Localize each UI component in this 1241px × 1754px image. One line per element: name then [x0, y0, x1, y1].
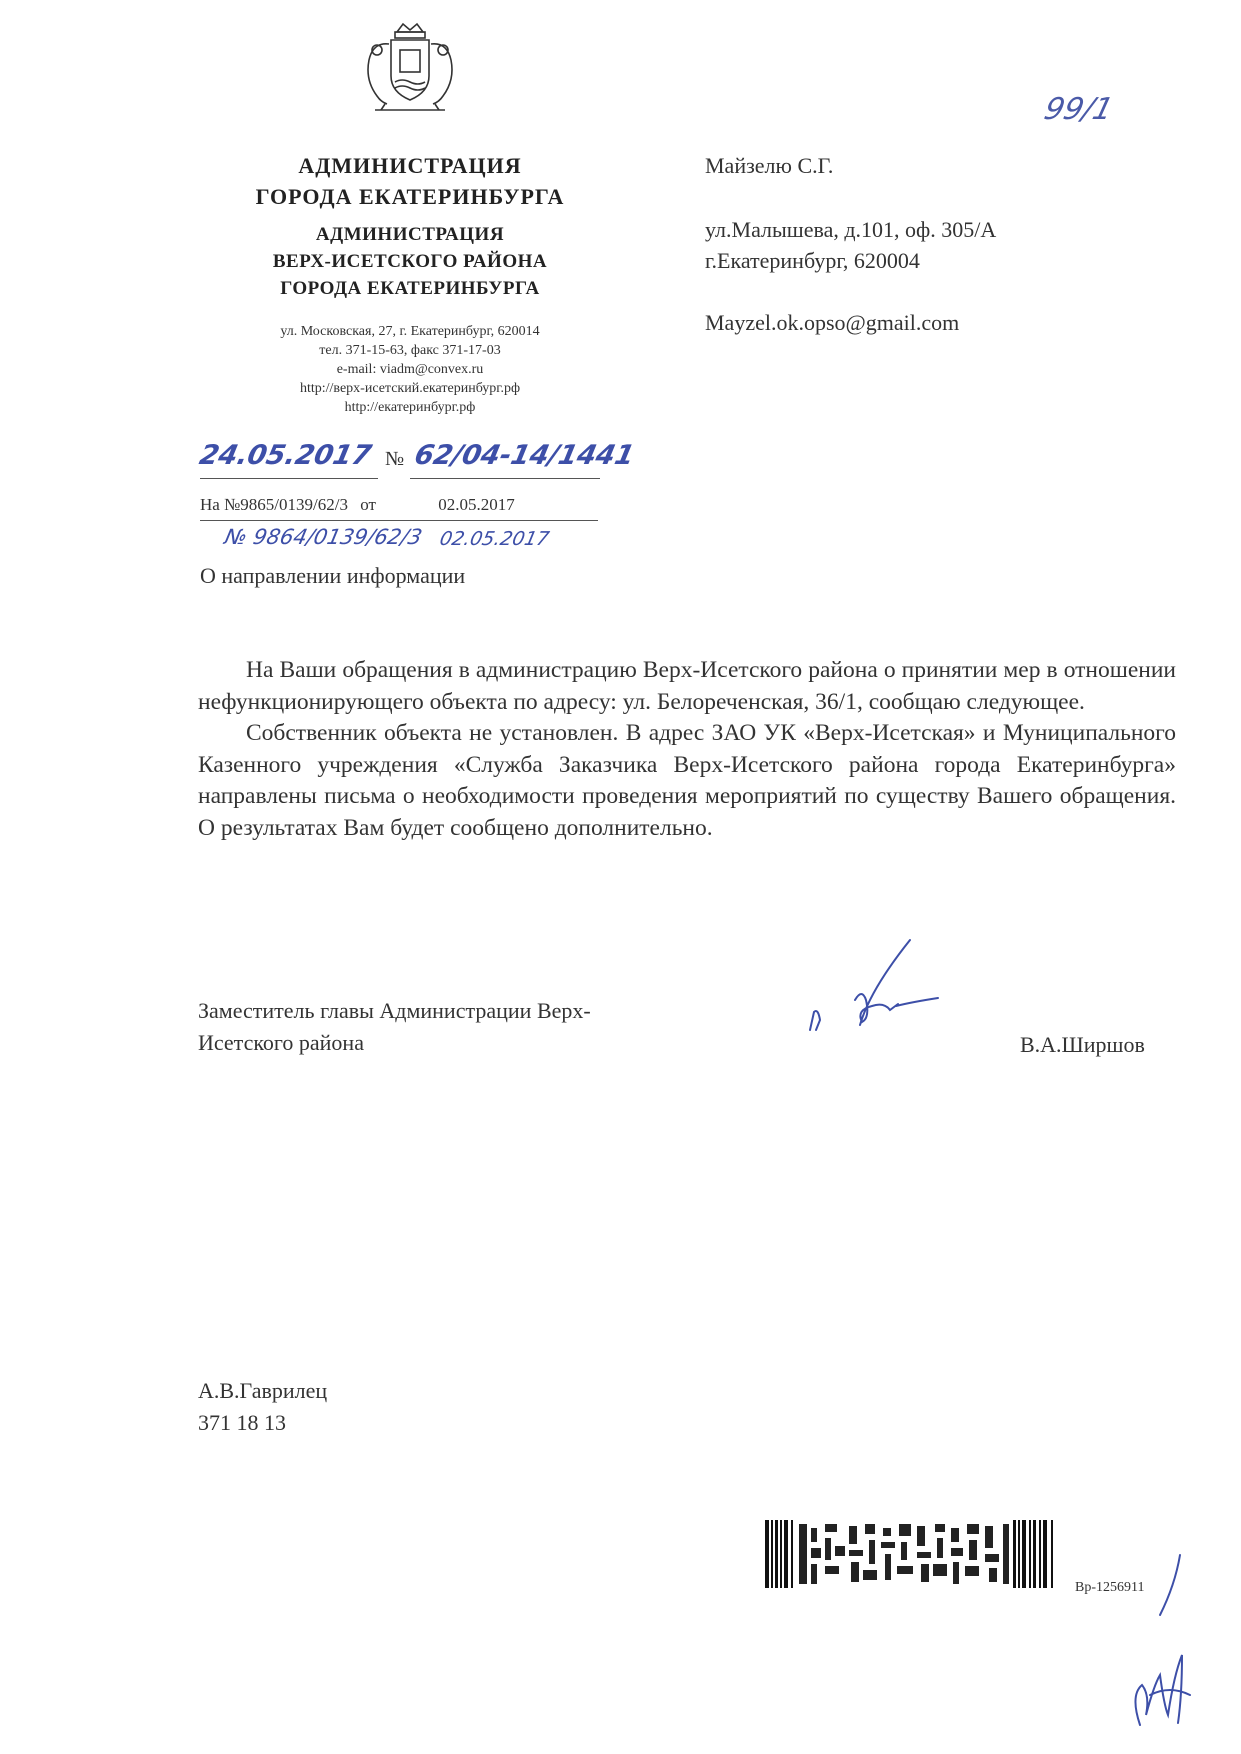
barcode-label: Вр-1256911	[1075, 1580, 1145, 1595]
signatory-title-line-2: Исетского района	[198, 1030, 364, 1055]
signatory-title	[198, 995, 591, 1059]
reference-from: от	[360, 495, 376, 514]
body-paragraph-1: На Ваши обращения в администрацию Верх-Исетского района о принятии мер в отношении нефункционирующего объекта по адресу: ул. Белореченская, 36/1, сообщаю следующее.	[198, 657, 1176, 715]
contact-block	[200, 322, 620, 417]
org-line-1: АДМИНИСТРАЦИЯ	[298, 153, 522, 178]
page-mark: 99/1	[1040, 92, 1117, 127]
subject-line: О направлении информации	[200, 563, 466, 588]
addressee-email: Mayzel.ok.opso@gmail.com	[705, 310, 960, 335]
org-line-2: ГОРОДА ЕКАТЕРИНБУРГА	[255, 184, 565, 209]
registration-number: 62/04-14/1441	[411, 440, 638, 471]
registration-date: 24.05.2017	[196, 440, 375, 471]
reference-label: На №9865/0139/62/3	[200, 495, 348, 514]
signature-scribble-icon	[800, 930, 960, 1040]
sub-line-3: ГОРОДА ЕКАТЕРИНБУРГА	[280, 278, 540, 299]
letter-body	[198, 655, 1176, 844]
signatory-name: В.А.Ширшов	[1020, 1032, 1145, 1057]
executor-phone: 371 18 13	[198, 1410, 286, 1435]
sub-line-1: АДМИНИСТРАЦИЯ	[315, 224, 505, 245]
executor-block	[198, 1375, 327, 1439]
reference-line	[200, 495, 515, 515]
executor-name: А.В.Гаврилец	[198, 1378, 328, 1403]
body-paragraph-2: Собственник объекта не установлен. В адрес ЗАО УК «Верх-Исетская» и Муниципального Казенного учреждения «Служба Заказчика Верх-Исетского района города Екатеринбурга» направлены письма о необходимости проведения мероприятий по существу Вашего обращения. О результатах Вам будет сообщено дополнительно.	[198, 720, 1176, 841]
addressee-name: Майзелю С.Г.	[705, 153, 834, 178]
reference-date: 02.05.2017	[438, 495, 515, 514]
contact-url-2: http://екатеринбург.рф	[344, 400, 476, 415]
addressee-city: г.Екатеринбург, 620004	[705, 248, 920, 273]
contact-url-1: http://верх-исетский.екатеринбург.рф	[299, 381, 521, 396]
corner-signature-icon	[1120, 1545, 1220, 1735]
reference-underline	[200, 520, 598, 521]
reference-handwritten-date: 02.05.2017	[437, 528, 552, 550]
registration-date-underline	[200, 478, 378, 479]
reference-handwritten-number: № 9864/0139/62/3	[222, 525, 425, 549]
contact-email: e-mail: viadm@convex.ru	[336, 362, 484, 377]
barcode-icon	[765, 1520, 1067, 1588]
sub-line-2: ВЕРХ-ИСЕТСКОГО РАЙОНА	[272, 251, 548, 272]
number-sign: №	[385, 448, 405, 470]
contact-address: ул. Московская, 27, г. Екатеринбург, 620014	[280, 324, 540, 339]
coat-of-arms-icon	[355, 20, 465, 120]
organization-name	[200, 150, 620, 212]
signatory-title-line-1: Заместитель главы Администрации Верх-	[198, 998, 591, 1023]
suborganization-name	[200, 221, 620, 302]
addressee-street: ул.Малышева, д.101, оф. 305/А	[705, 217, 997, 242]
contact-phone: тел. 371-15-63, факс 371-17-03	[319, 343, 501, 358]
registration-number-underline	[410, 478, 600, 479]
